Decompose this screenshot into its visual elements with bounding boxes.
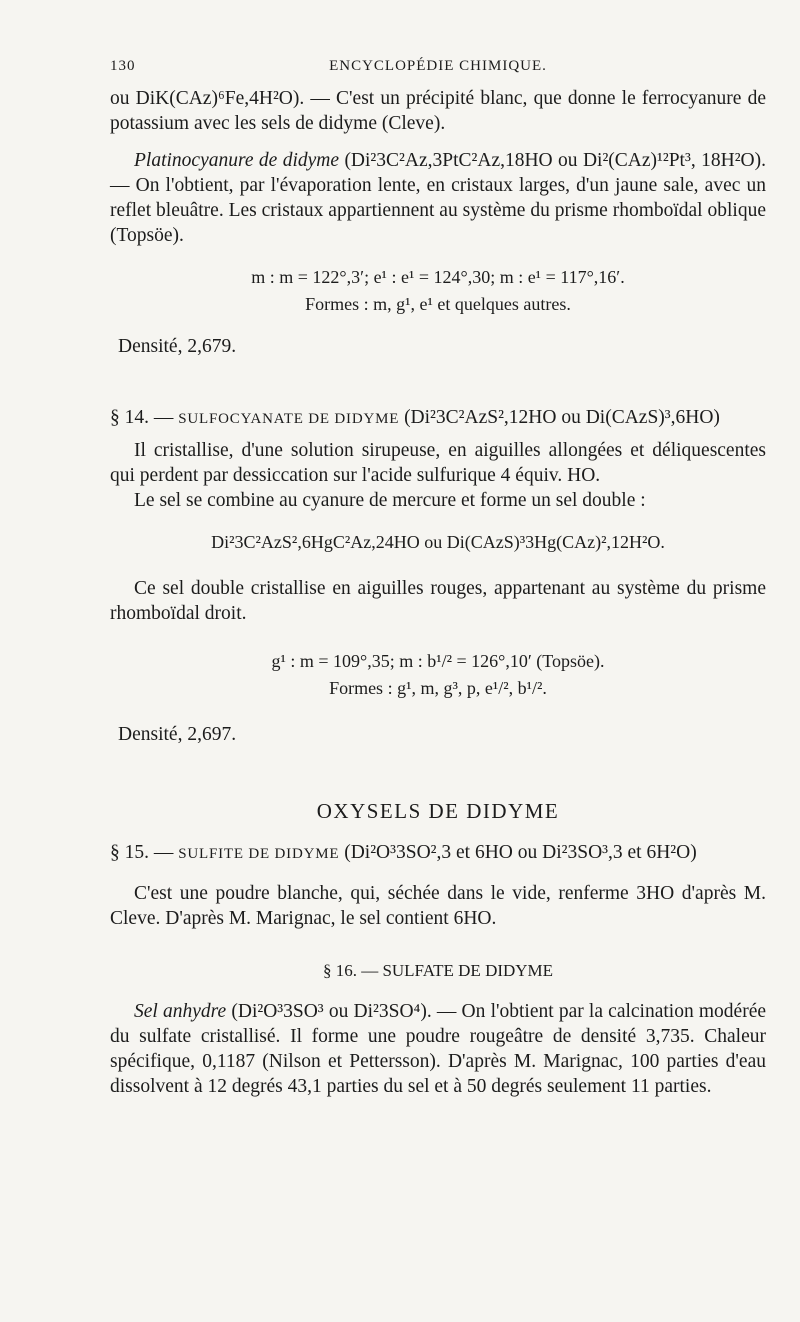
paragraph-sulfate-anhydre [110,999,766,1099]
platinocyanure-text: (Di²3C²Az,3PtC²Az,18HO ou Di²(CAz)¹²Pt³, 18H²O). — On l'obtient, par l'évaporation lente, en cristaux larges, d'un jaune sale, avec un reflet bleuâtre. Les cristaux appartiennent au système du prisme rhomboïdal oblique (Topsöe). [110,150,766,246]
crystal-forms-formula: Formes : m, g¹, e¹ et quelques autres. [305,294,571,314]
page-header [110,58,766,84]
density-platinocyanure: Densité, 2,679. [118,336,237,357]
section-15-formula: (Di²O³3SO²,3 et 6HO ou Di²3SO³,3 et 6H²O) [339,842,697,863]
double-salt-angles-formula: g¹ : m = 109°,35; m : b¹/² = 126°,10′ (Topsöe). [271,651,605,671]
double-salt-formula: Di²3C²AzS²,6HgC²Az,24HO ou Di(CAzS)³3Hg(CAz)²,12H²O. [211,532,665,552]
section-14-title: SULFOCYANATE DE DIDYME [178,411,400,427]
paragraph-double-salt-intro: Le sel se combine au cyanure de mercure et forme un sel double : [134,490,646,511]
crystal-angles-formula: m : m = 122°,3′; e¹ : e¹ = 124°,30; m : e¹ = 117°,16′. [251,267,625,287]
paragraph-platinocyanure [110,148,766,248]
density-double-salt: Densité, 2,697. [118,724,237,745]
section-14-heading [110,405,766,432]
paragraph-sulfite: C'est une poudre blanche, qui, séchée dans le vide, renferme 3HO d'après M. Cleve. D'après M. Marignac, le sel contient 6HO. [110,883,766,929]
double-salt-forms-formula: Formes : g¹, m, g³, p, e¹/², b¹/². [329,678,547,698]
platinocyanure-title: Platinocyanure de didyme [134,150,340,171]
running-title: ENCYCLOPÉDIE CHIMIQUE. [329,58,547,74]
sulfate-anhydre-title: Sel anhydre [134,1001,227,1022]
paragraph-ferrocyanure: ou DiK(CAz)⁶Fe,4H²O). — C'est un précipité blanc, que donne le ferrocyanure de potassium avec les sels de didyme (Cleve). [110,88,766,134]
paragraph-double-salt: Ce sel double cristallise en aiguilles rouges, appartenant au système du prisme rhomboïdal droit. [110,578,766,624]
page-number: 130 [110,58,136,74]
sulfate-anhydre-text: (Di²O³3SO³ ou Di²3SO⁴). — On l'obtient par la calcination modérée du sulfate cristallisé. Il forme une poudre rougeâtre de densité 3,735. Chaleur spécifique, 0,1187 (Nilson et Pettersson). D'après M. Marignac, 100 parties d'eau dissolvent à 12 degrés 43,1 parties du sel et à 50 degrés seulement 11 parties. [110,1001,767,1097]
section-15-title: SULFITE DE DIDYME [178,846,340,862]
section-14-formula: (Di²3C²AzS²,12HO ou Di(CAzS)³,6HO) [399,407,720,428]
section-16-heading: § 16. — SULFATE DE DIDYME [322,961,554,980]
section-15-heading [110,840,766,867]
section-14-number: § 14. — [110,407,179,428]
section-15-number: § 15. — [110,842,179,863]
paragraph-sulfocyanate: Il cristallise, d'une solution sirupeuse, en aiguilles allongées et déliquescentes qui perdent par dessiccation sur l'acide sulfurique 4 équiv. HO. [110,440,766,486]
oxysels-heading: OXYSELS DE DIDYME [316,799,560,823]
